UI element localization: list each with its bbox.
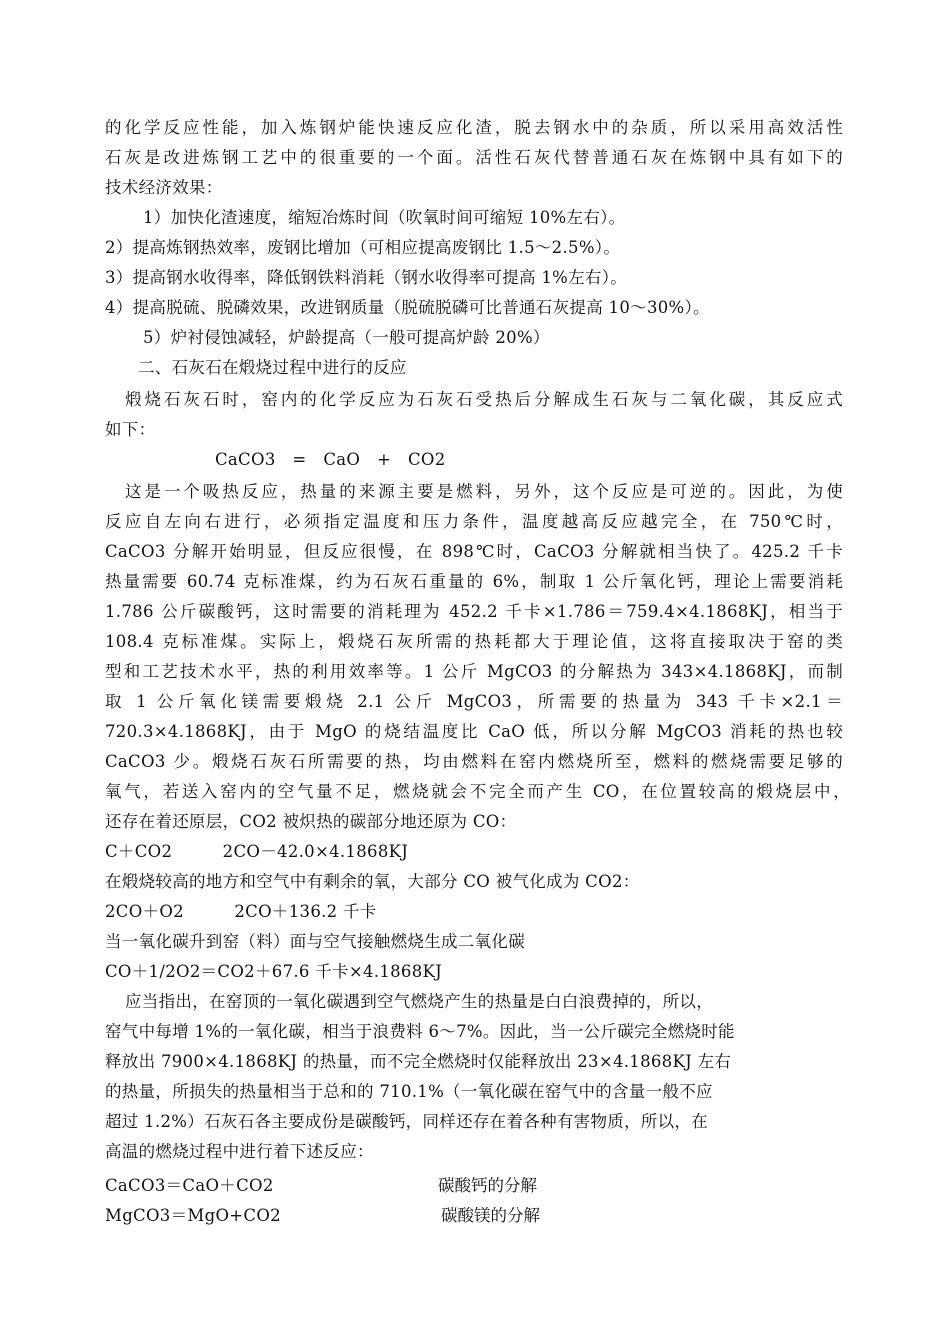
equation: CaCO3＝CaO＋CO2	[105, 1176, 274, 1195]
paragraph-line: 在煅烧较高的地方和空气中有剩余的氧，大部分 CO 被气化成为 CO2：	[105, 872, 640, 891]
paragraph-line: 石灰是改进炼钢工艺中的很重要的一个面。活性石灰代替普通石灰在炼钢中具有如下的	[105, 148, 843, 167]
section-heading: 二、石灰石在煅烧过程中进行的反应	[138, 358, 407, 377]
equation: CaCO3 = CaO + CO2	[215, 450, 446, 469]
paragraph-line: 取 1 公斤氧化镁需要煅烧 2.1 公斤 MgCO3，所需要的热量为 343 千卡×2.1＝	[105, 692, 843, 711]
paragraph-line: 释放出 7900×4.1868KJ 的热量，而不完全燃烧时仅能释放出 23×4.1868KJ 左右	[105, 1052, 732, 1071]
paragraph-line: 煅烧石灰石时，窑内的化学反应为石灰石受热后分解成生石灰与二氧化碳，其反应式	[125, 390, 843, 409]
list-item: 2）提高炼钢热效率，废钢比增加（可相应提高废钢比 1.5～2.5%）。	[105, 238, 621, 257]
paragraph-line: 热量需要 60.74 克标准煤，约为石灰石重量的 6%，制取 1 公斤氧化钙，理论上需要消耗	[105, 572, 843, 591]
paragraph-line: 反应自左向右进行，必须指定温度和压力条件，温度越高反应越完全，在 750℃时，	[105, 512, 843, 531]
list-item: 1）加快化渣速度，缩短冶炼时间（吹氧时间可缩短 10%左右）。	[143, 208, 626, 227]
paragraph-line: 1.786 公斤碳酸钙，这时需要的消耗理为 452.2 千卡×1.786＝759.4×4.1868KJ，相当于	[105, 602, 843, 621]
paragraph-line: 型和工艺技术水平，热的利用效率等。1 公斤 MgCO3 的分解热为 343×4.1868KJ，而制	[105, 662, 843, 681]
paragraph-line: 高温的燃烧过程中进行着下述反应：	[105, 1142, 374, 1161]
paragraph-line: CaCO3 分解开始明显，但反应很慢，在 898℃时，CaCO3 分解就相当快了。425.2 千卡	[105, 542, 843, 561]
paragraph-line: 超过 1.2%）石灰石各主要成份是碳酸钙，同样还存在着各种有害物质，所以，在	[105, 1112, 709, 1131]
equation: MgCO3＝MgO+CO2	[105, 1206, 281, 1225]
equation: C＋CO2 2CO－42.0×4.1868KJ	[105, 842, 409, 861]
paragraph-line: 如下：	[105, 420, 156, 439]
paragraph-line: 当一氧化碳升到窑（料）面与空气接触燃烧生成二氧化碳	[105, 932, 525, 951]
paragraph-line: 氧气，若送入窑内的空气量不足，燃烧就会不完全而产生 CO，在位置较高的煅烧层中，	[105, 782, 850, 801]
equation-note: 碳酸镁的分解	[441, 1206, 540, 1225]
paragraph-line: 这是一个吸热反应，热量的来源主要是燃料，另外，这个反应是可逆的。因此，为使	[125, 482, 843, 501]
paragraph-line: 108.4 克标准煤。实际上，煅烧石灰所需的热耗都大于理论值，这将直接取决于窑的类	[105, 632, 843, 651]
paragraph-line: 的化学反应性能，加入炼钢炉能快速反应化渣，脱去钢水中的杂质，所以采用高效活性	[105, 118, 843, 137]
list-item: 3）提高钢水收得率，降低钢铁料消耗（钢水收得率可提高 1%左右）。	[105, 268, 628, 287]
paragraph-line: 720.3×4.1868KJ，由于 MgO 的烧结温度比 CaO 低，所以分解 MgCO3 消耗的热也较	[105, 722, 843, 741]
equation: 2CO＋O2 2CO＋136.2 千卡	[105, 902, 377, 921]
equation: CO＋1/2O2＝CO2＋67.6 千卡×4.1868KJ	[105, 962, 443, 981]
paragraph-line: 应当指出，在窑顶的一氧化碳遇到空气燃烧产生的热量是白白浪费掉的，所以，	[125, 992, 713, 1011]
list-item: 4）提高脱硫、脱磷效果，改进钢质量（脱硫脱磷可比普通石灰提高 10～30%）。	[105, 298, 710, 317]
paragraph-line: 窑气中每增 1%的一氧化碳，相当于浪费料 6～7%。因此，当一公斤碳完全燃烧时能	[105, 1022, 735, 1041]
paragraph-line: CaCO3 少。煅烧石灰石所需要的热，均由燃料在窑内燃烧所至，燃料的燃烧需要足够的	[105, 752, 843, 771]
paragraph-line: 的热量，所损失的热量相当于总和的 710.1%（一氧化碳在窑气中的含量一般不应	[105, 1082, 713, 1101]
paragraph-line: 技术经济效果：	[105, 178, 223, 197]
list-item: 5）炉衬侵蚀减轻，炉龄提高（一般可提高炉龄 20%）	[143, 328, 550, 347]
paragraph-line: 还存在着还原层，CO2 被炽热的碳部分地还原为 CO：	[105, 812, 517, 831]
equation-note: 碳酸钙的分解	[438, 1176, 537, 1195]
